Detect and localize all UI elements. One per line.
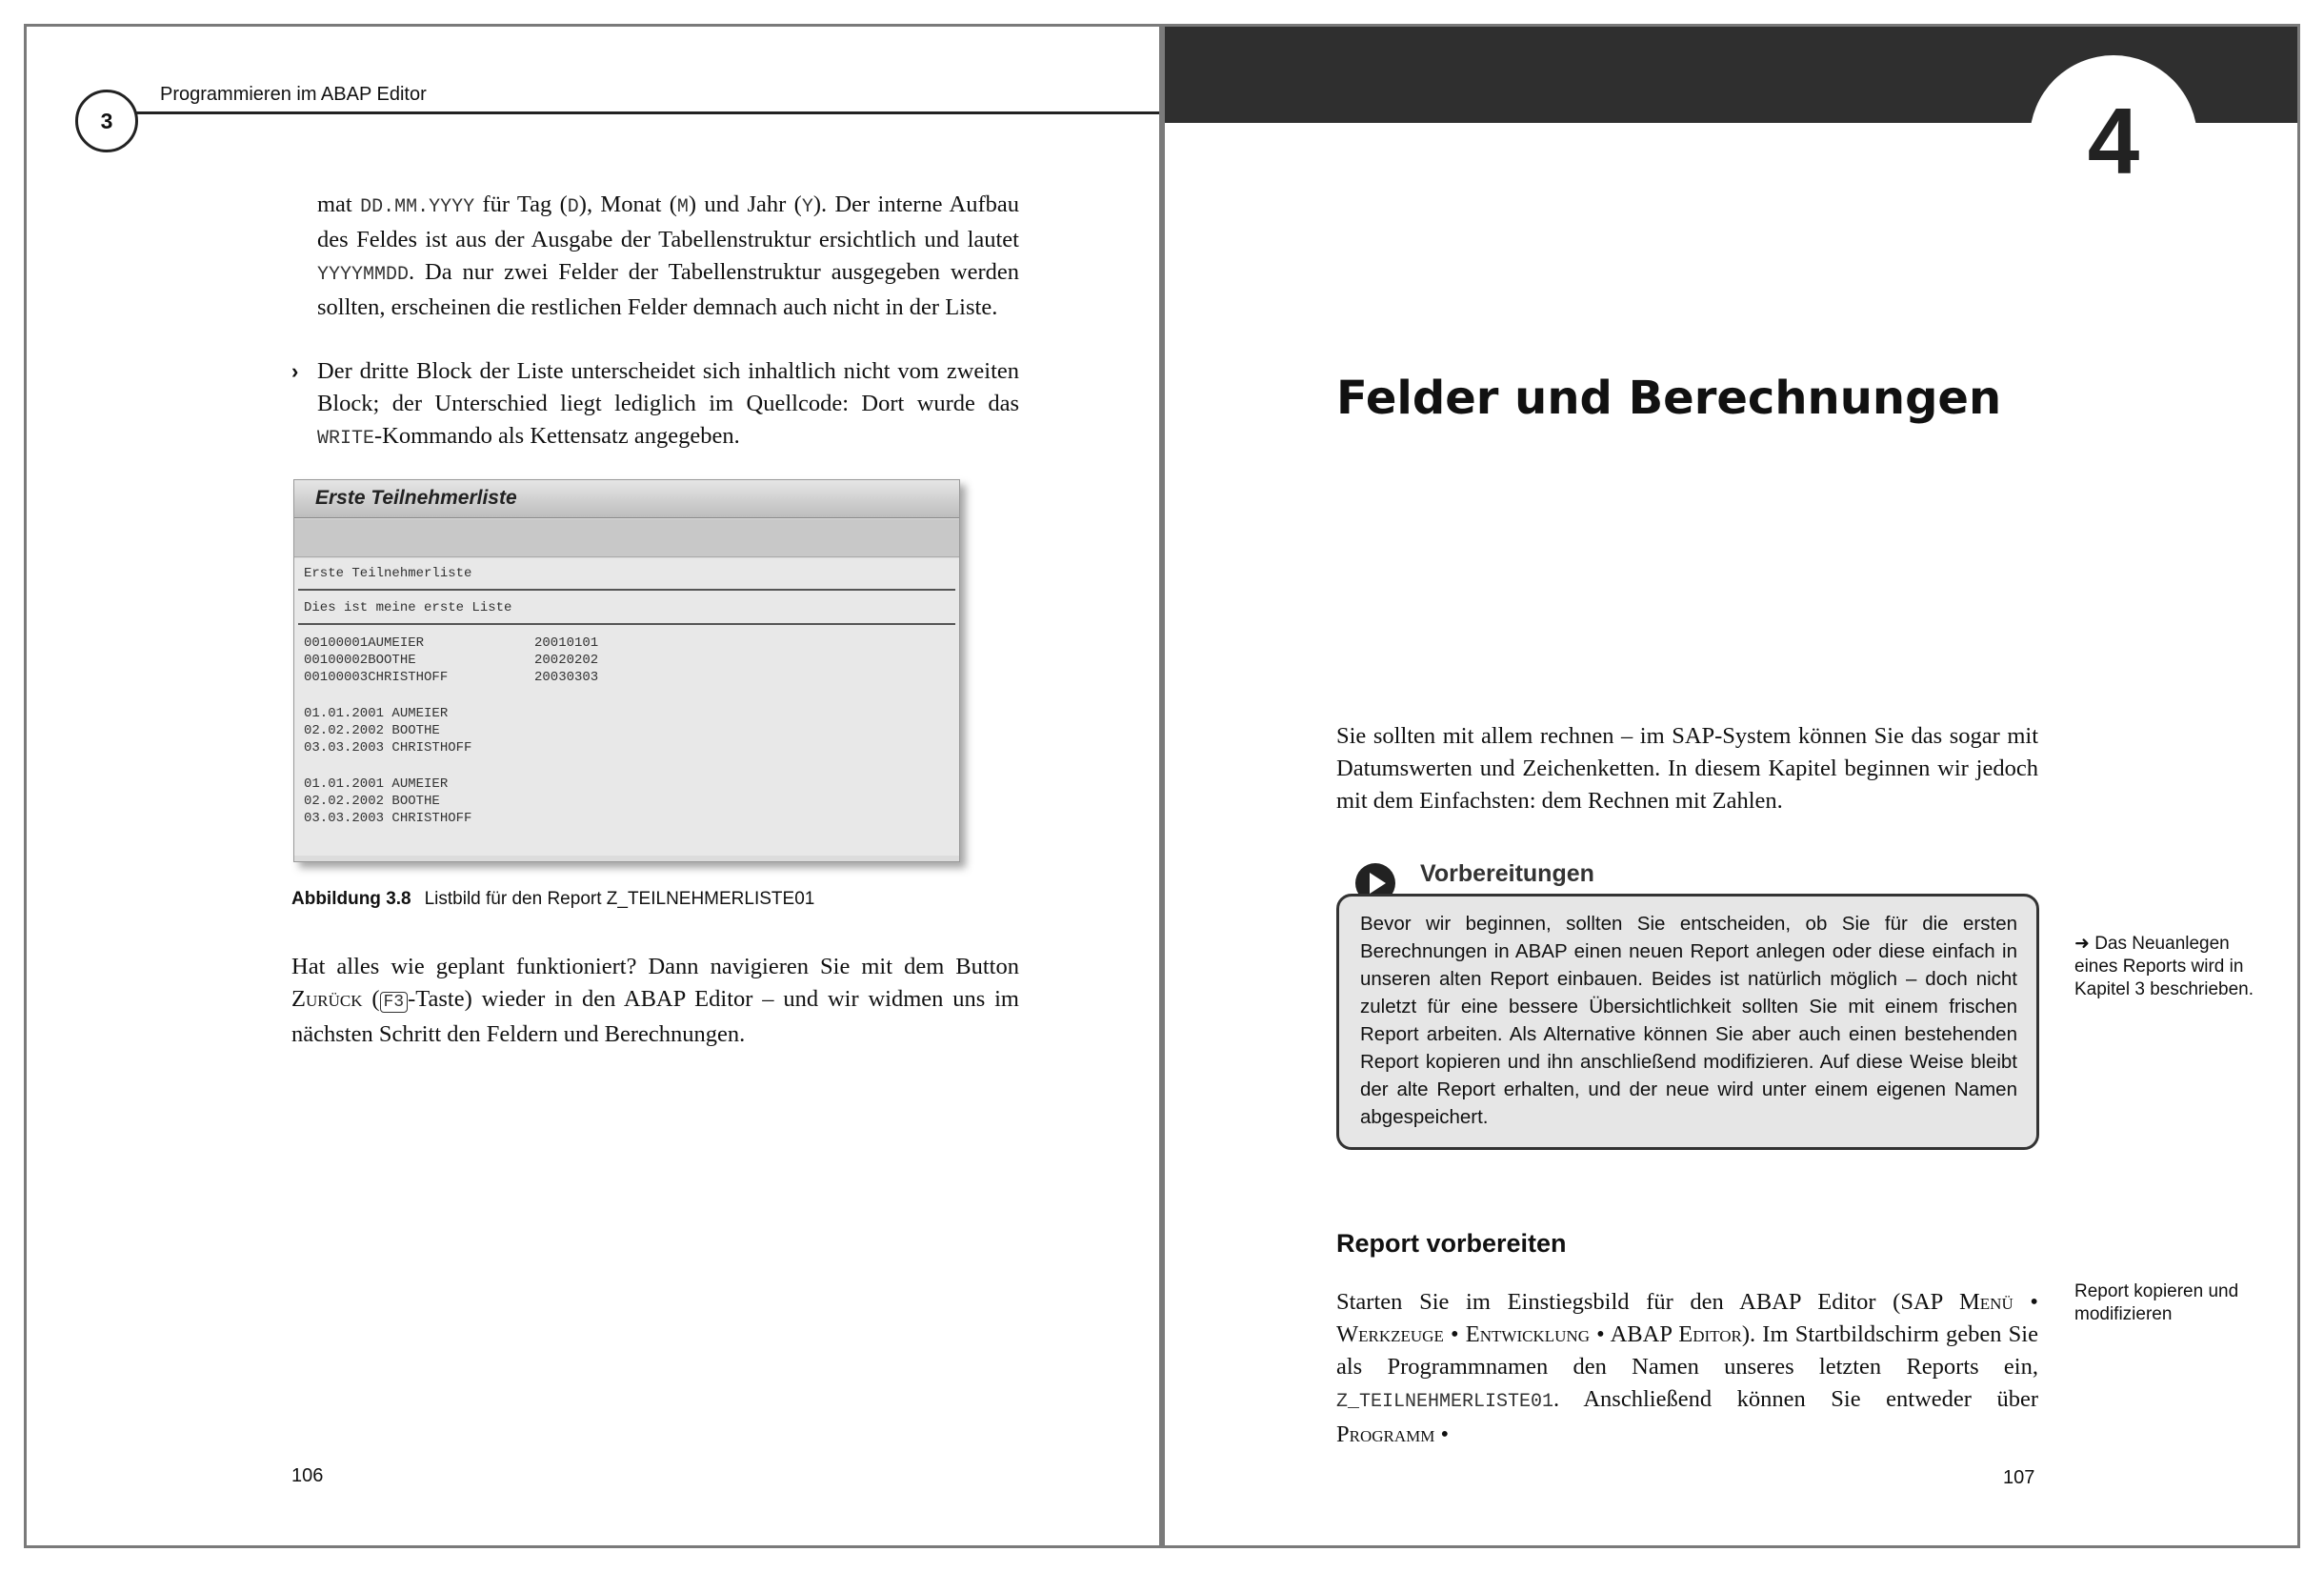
screenshot-toolbar xyxy=(294,519,959,557)
screenshot-list-output: Erste Teilnehmerliste Dies ist meine erste Liste 00100001AUMEIER 20010101 00100002BOOTHE 20020202 00100003CHRISTHOFF 20030303 01.01.2001 AUMEIER 02.02.2002 BOOTHE 03.03.2003 CHRISTHOFF 01.01.2001 AUMEIER 02.02.2002 BOOTHE 03.03.2003 CHRISTHOFF xyxy=(294,558,959,856)
chapter-number: 4 xyxy=(2087,89,2140,193)
list-rule xyxy=(298,623,955,625)
bullet-chevron-icon: › xyxy=(291,359,299,383)
running-head-title: Programmieren im ABAP Editor xyxy=(160,84,427,105)
chapter-title: Felder und Berechnungen xyxy=(1336,372,2002,425)
left-page xyxy=(24,24,1162,1548)
list-row: 01.01.2001 AUMEIER xyxy=(304,776,449,792)
paragraph-date-format: mat DD.MM.YYYY für Tag (D), Monat (M) und Jahr (Y). Der interne Aufbau des Feldes ist aus der Ausgabe der Tabellenstruktur ersichtlich und lautet YYYYMMDD. Da nur zwei Felder der Tabellenstruktur ausgegeben werden sollten, erscheinen die restlichen Felder demnach auch nicht in der Liste. xyxy=(317,191,1019,320)
chapter-intro: Sie sollten mit allem rechnen – im SAP-System können Sie das sogar mit Datumswerten und Zeichenketten. In diesem Kapitel beginnen wir jedoch mit dem Einfachsten: dem Rechnen mit Zahlen. xyxy=(1336,723,2038,814)
margin-note-copy-report: Report kopieren und modifizieren xyxy=(2074,1281,2239,1324)
paragraph-start-editor: Starten Sie im Einstiegsbild für den ABAP Editor (SAP Menü • Werkzeuge • Entwicklung • ABAP Editor). Im Startbildschirm geben Sie als Programmnamen den Namen unseres letzten Reports ein, Z_TEILNEHMERLISTE01. Anschließend können Sie entweder über Programm • xyxy=(1336,1289,2038,1447)
f3-key: F3 xyxy=(380,992,409,1013)
bullet-third-block xyxy=(291,355,1019,455)
list-row: 02.02.2002 BOOTHE xyxy=(304,723,440,738)
chapter-number-badge: 3 xyxy=(75,90,138,152)
right-page xyxy=(1162,24,2300,1548)
margin-note-new-report: ➜ Das Neuanlegen eines Reports wird in Kapitel 3 beschrieben. xyxy=(2074,934,2254,999)
list-row: 01.01.2001 AUMEIER xyxy=(304,706,449,721)
header-rule xyxy=(131,111,1159,114)
running-header xyxy=(27,27,1159,133)
list-header-line: Erste Teilnehmerliste xyxy=(304,566,472,581)
list-rule xyxy=(298,589,955,591)
screenshot-title: Erste Teilnehmerliste xyxy=(294,480,959,518)
paragraph-navigate-back: Hat alles wie geplant funktioniert? Dann navigieren Sie mit dem Button Zurück ( F3 -Taste) wieder in den ABAP Editor – und wir widmen uns im nächsten Schritt den Feldern und Berechnungen. xyxy=(291,954,1019,1047)
preparation-box: Bevor wir beginnen, sollten Sie entscheiden, ob Sie für die ersten Berechnungen in ABAP einen neuen Report anlegen oder diese einfach in unseren alten Report einbauen. Beides ist natürlich möglich – doch nicht zuletzt für eine bessere Übersichtlichkeit sollten Sie mit einem frischen Report arbeiten. Als Alternative können Sie aber auch einen bestehenden Report kopieren und ihn anschließend modifizieren. Auf diese Weise bleibt der alte Report erhalten, und der neue wird unter einem eigenen Namen abgespeichert. xyxy=(1336,894,2039,1150)
figure-caption: Abbildung 3.8 Listbild für den Report Z_TEILNEHMERLISTE01 xyxy=(291,889,815,909)
list-row: 03.03.2003 CHRISTHOFF xyxy=(304,811,472,826)
page-number: 107 xyxy=(2003,1467,2035,1488)
preparation-heading: Vorbereitungen xyxy=(1420,860,1594,887)
list-row: 02.02.2002 BOOTHE xyxy=(304,794,440,809)
section-heading: Report vorbereiten xyxy=(1336,1229,1567,1258)
bullet-text: Der dritte Block der Liste unterscheidet sich inhaltlich nicht vom zweiten Block; der Unterschied liegt lediglich im Quellcode: Dort wurde das WRITE-Kommando als Kettensatz angegeben. xyxy=(317,358,1019,450)
list-row: 03.03.2003 CHRISTHOFF xyxy=(304,740,472,756)
page-number: 106 xyxy=(291,1465,324,1486)
list-screenshot xyxy=(293,479,960,862)
list-subtitle-line: Dies ist meine erste Liste xyxy=(304,600,512,615)
